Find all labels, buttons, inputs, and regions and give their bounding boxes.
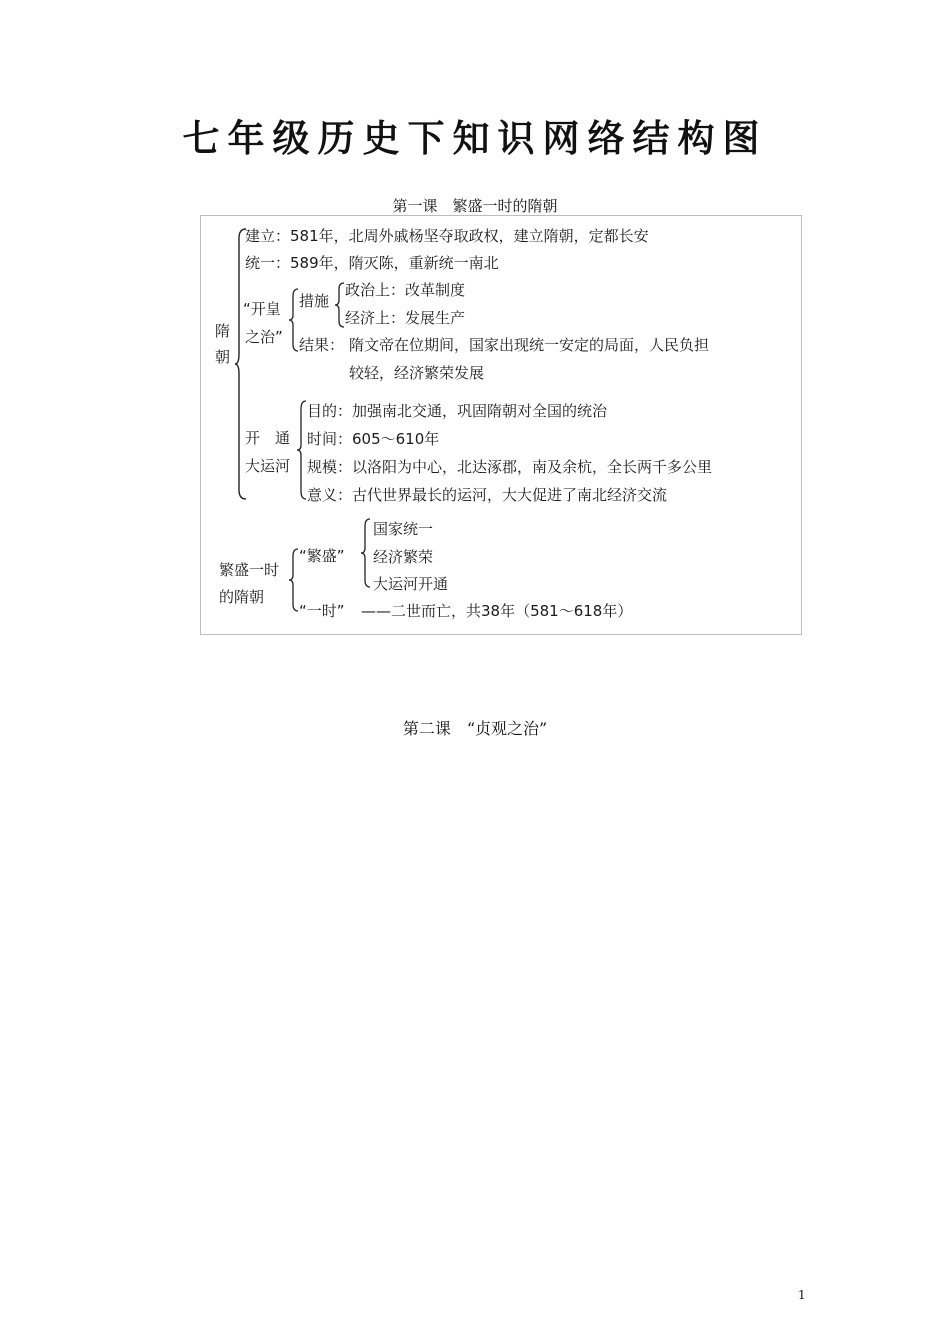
prosper-item-3: 大运河开通 [373, 575, 449, 593]
page-number: 1 [798, 1288, 806, 1302]
measure-economic: 经济上：发展生产 [345, 309, 466, 327]
summary-brace [289, 548, 299, 612]
founding-text: 建立：581年，北周外戚杨坚夺取政权，建立隋朝，定都长安 [245, 227, 649, 245]
canal-scale: 规模：以洛阳为中心，北达涿郡，南及余杭，全长两千多公里 [307, 458, 713, 476]
document-title: 七年级历史下知识网络结构图 [182, 117, 768, 160]
root-char-1: 隋 [215, 322, 231, 340]
unification-text: 统一：589年，隋灭陈，重新统一南北 [245, 254, 499, 272]
prosper-item-2: 经济繁荣 [373, 548, 434, 566]
summary-label-2: 的隋朝 [219, 588, 265, 606]
canal-brace [297, 400, 307, 500]
root-char-2: 朝 [215, 348, 231, 366]
prosper-item-1: 国家统一 [373, 520, 434, 538]
canal-purpose: 目的：加强南北交通，巩固隋朝对全国的统治 [307, 402, 608, 420]
brief-text: ——二世而亡，共38年（581～618年） [361, 602, 633, 620]
knowledge-diagram-sui [200, 215, 802, 635]
result-label: 结果： [299, 336, 345, 354]
canal-time: 时间：605～610年 [307, 430, 440, 448]
kaihuang-label-1: “开皇 [243, 300, 281, 318]
lesson-2-title: 第二课 “贞观之治” [402, 719, 548, 738]
lesson-1-title: 第一课 繁盛一时的隋朝 [392, 197, 558, 215]
kaihuang-label-2: 之治” [245, 328, 283, 346]
result-line-1: 隋文帝在位期间，国家出现统一安定的局面，人民负担 [349, 336, 710, 354]
measure-political: 政治上：改革制度 [345, 281, 466, 299]
prosper-brace [361, 518, 371, 588]
prosper-label: “繁盛” [299, 547, 345, 565]
measures-brace [335, 282, 345, 328]
result-line-2: 较轻，经济繁荣发展 [349, 364, 485, 382]
summary-label-1: 繁盛一时 [219, 561, 280, 579]
canal-significance: 意义：古代世界最长的运河，大大促进了南北经济交流 [307, 486, 668, 504]
canal-label-2: 大运河 [245, 457, 291, 475]
brief-label: “一时” [299, 602, 345, 620]
measures-label: 措施 [299, 292, 330, 310]
kaihuang-brace [289, 288, 299, 352]
canal-label-1: 开 通 [245, 429, 291, 447]
